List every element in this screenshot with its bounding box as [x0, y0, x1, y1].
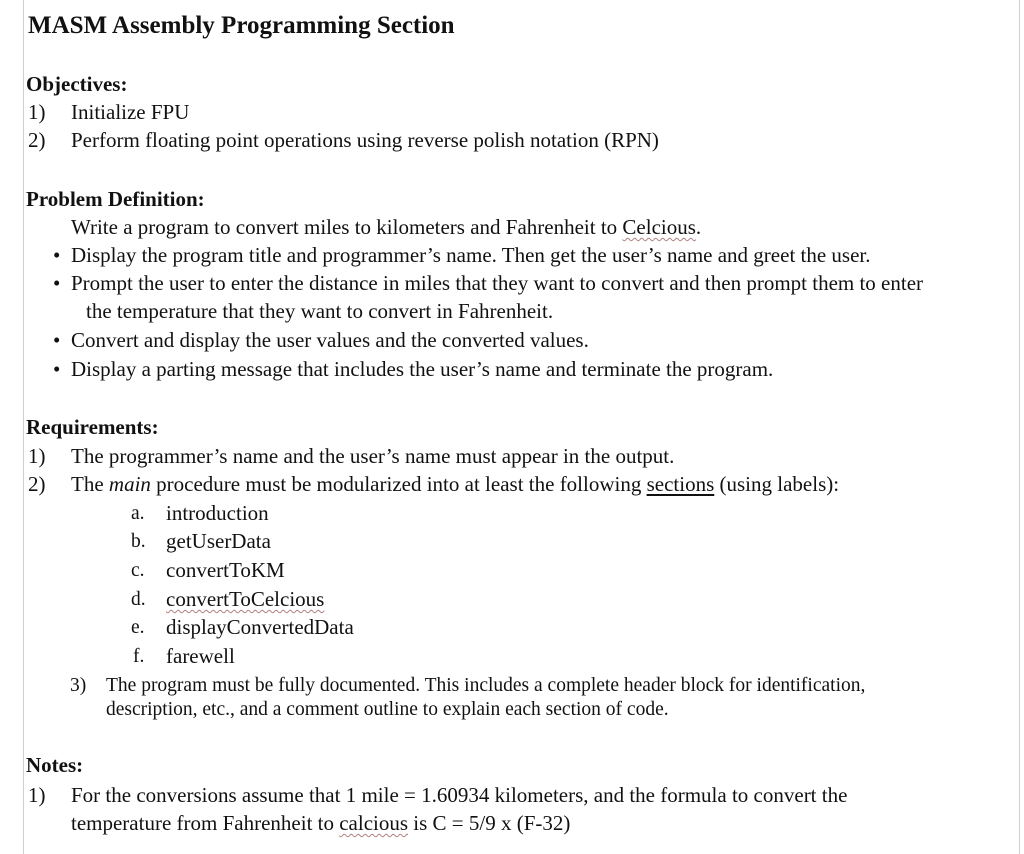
section-letter-b: b.: [131, 531, 146, 552]
note-text-1-line-1: For the conversions assume that 1 mile = 1.60934 kilometers, and the formula to convert the: [71, 783, 848, 807]
objective-item-2: [28, 127, 46, 153]
objective-number: 2): [28, 128, 46, 152]
requirements-heading: Requirements:: [26, 415, 159, 439]
problem-intro-text: Write a program to convert miles to kilometers and Fahrenheit to: [71, 215, 623, 239]
requirement-text-1: The programmer’s name and the user’s name must appear in the output.: [71, 444, 675, 468]
objective-item-1: [28, 99, 46, 125]
section-name-introduction: introduction: [166, 501, 269, 525]
bullet-item-2-line-1: Prompt the user to enter the distance in miles that they want to convert and then prompt them to enter: [71, 271, 924, 295]
section-letter-c: c.: [131, 560, 145, 581]
spelling-flag-celcious: Celcious: [622, 215, 696, 239]
note-text-part: temperature from Fahrenheit to: [71, 811, 340, 835]
objective-text-2: Perform floating point operations using reverse polish notation (RPN): [71, 128, 659, 152]
section-name-farewell: farewell: [166, 644, 235, 668]
requirement-text-part: The: [71, 472, 109, 496]
requirement-number-1: 1): [28, 444, 46, 468]
section-name-converttocelcious: [166, 586, 324, 612]
spelling-flag-calcious: calcious: [339, 811, 409, 835]
section-name-displayconverteddata: displayConvertedData: [166, 615, 354, 639]
note-text-1-line-2: [71, 810, 570, 836]
section-letter-e: e.: [131, 617, 145, 638]
requirement-text-3-line-1: The program must be fully documented. This includes a complete header block for identification,: [106, 675, 866, 696]
problem-intro-end: .: [695, 215, 702, 239]
objectives-heading: Objectives:: [26, 72, 128, 96]
bullet-icon: •: [53, 243, 61, 267]
section-name-getuserdata: getUserData: [166, 529, 271, 553]
section-letter-f: f.: [133, 646, 145, 667]
sections-underlined: sections: [646, 472, 715, 496]
bullet-item-2-line-2: the temperature that they want to convert in Fahrenheit.: [86, 299, 554, 323]
requirement-number-2: 2): [28, 472, 46, 496]
objective-number: 1): [28, 100, 46, 124]
section-name-converttokm: convertToKM: [166, 558, 285, 582]
section-letter-a: a.: [131, 503, 145, 524]
bullet-item-3: Convert and display the user values and the converted values.: [71, 328, 589, 352]
requirement-text-2: [71, 471, 839, 497]
objective-text-1: Initialize FPU: [71, 100, 190, 124]
requirement-text-3-line-2: description, etc., and a comment outline to explain each section of code.: [106, 699, 669, 720]
main-keyword: main: [108, 472, 151, 496]
bullet-item-1: Display the program title and programmer’s name. Then get the user’s name and greet the user.: [71, 243, 871, 267]
document-page: [23, 0, 1020, 854]
section-letter-d: d.: [131, 589, 146, 610]
requirement-text-part: procedure must be modularized into at least the following: [150, 472, 647, 496]
problem-heading: Problem Definition:: [26, 187, 205, 211]
requirement-text-part: (using labels):: [714, 472, 840, 496]
bullet-item-4: Display a parting message that includes the user’s name and terminate the program.: [71, 357, 774, 381]
page-title: MASM Assembly Programming Section: [28, 12, 455, 39]
note-number-1: 1): [28, 783, 46, 807]
bullet-icon: •: [53, 328, 61, 352]
bullet-icon: •: [53, 357, 61, 381]
note-text-part: is C = 5/9 x (F-32): [408, 811, 571, 835]
notes-heading: Notes:: [26, 753, 84, 777]
bullet-icon: •: [53, 271, 61, 295]
problem-intro: [71, 214, 701, 240]
requirement-number-3: 3): [70, 675, 87, 696]
spelling-flag-converttocelcious: convertToCelcious: [166, 587, 325, 611]
